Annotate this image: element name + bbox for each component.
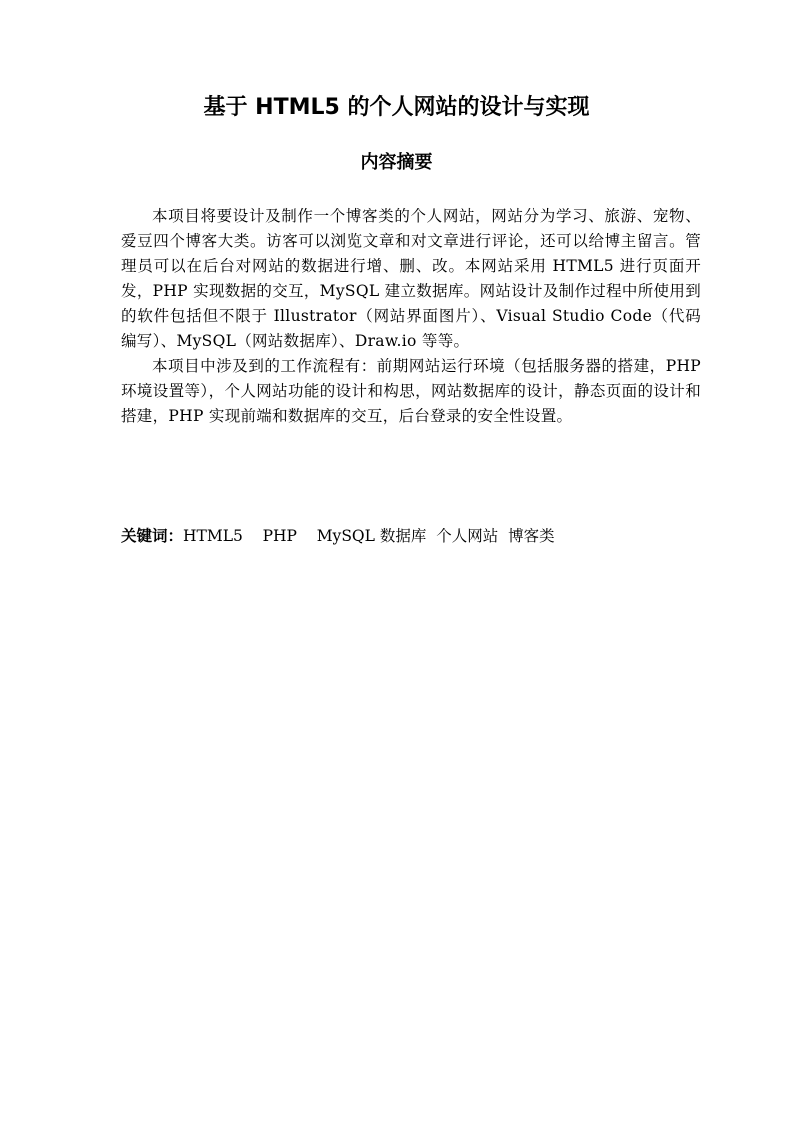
keywords-line [121, 524, 701, 549]
keywords-value: HTML5 PHP MySQL 数据库 个人网站 博客类 [183, 527, 555, 545]
abstract-body [121, 204, 701, 429]
abstract-heading: 内容摘要 [360, 152, 433, 173]
abstract-paragraph: 本项目中涉及到的工作流程有：前期网站运行环境（包括服务器的搭建，PHP 环境设置等），个人网站功能的设计和构思，网站数据库的设计，静态页面的设计和搭建，PHP 实现前端和数据库的交互，后台登录的安全性设置。 [121, 357, 701, 425]
document-title: 基于 HTML5 的个人网站的设计与实现 [203, 95, 590, 120]
abstract-paragraph: 本项目将要设计及制作一个博客类的个人网站，网站分为学习、旅游、宠物、爱豆四个博客大类。访客可以浏览文章和对文章进行评论，还可以给博主留言。管理员可以在后台对网站的数据进行增、删、改。本网站采用 HTML5 进行页面开发，PHP 实现数据的交互，MySQL 建立数据库。网站设计及制作过程中所使用到的软件包括但不限于 Illustrator（网站界面图片）、Visual Studio Code（代码编写）、MySQL（网站数据库）、Draw.io 等等。 [121, 207, 701, 350]
keywords-label: 关键词： [121, 527, 184, 545]
